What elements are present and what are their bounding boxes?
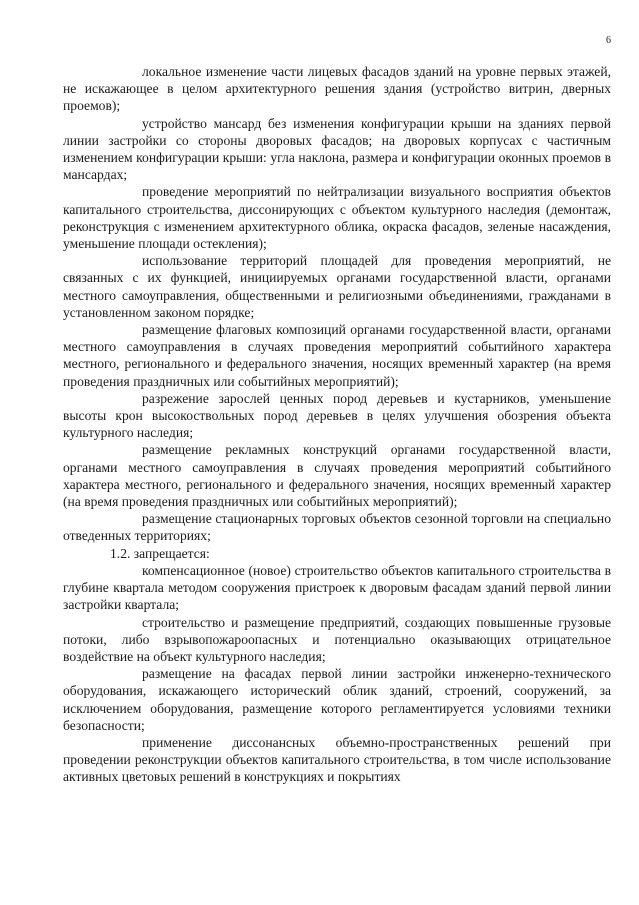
paragraph-square-use: использование территорий площадей для проведения мероприятий, не связанных с их функцией, инициируемых органами государственной власти, органами местного самоуправления, общественными и религиозными объединениями, гражданами в установленном законом порядке; xyxy=(63,253,611,320)
document-body xyxy=(63,63,611,786)
paragraph-neutralization: проведение мероприятий по нейтрализации визуального восприятия объектов капитального строительства, диссонирующих с объектом культурного наследия (демонтаж, реконструкция с изменением архитектурного облика, окраска фасадов, зеленые насаждения, уменьшение площади остекления); xyxy=(63,184,611,252)
paragraph-advertising: размещение рекламных конструкций органами государственной власти, органами местного самоуправления в случаях проведения мероприятий событийного характера местного, регионального и федерального значения, носящих временный характер (на время проведения праздничных или событийных мероприятий); xyxy=(63,442,611,510)
paragraph-enterprises: строительство и размещение предприятий, создающих повышенные грузовые потоки, либо взрывопожароопасных и потенциально оказывающих отрицательное воздействие на объект культурного наследия; xyxy=(63,614,611,664)
paragraph-seasonal-trade: размещение стационарных торговых объектов сезонной торговли на специально отведенных территориях; xyxy=(63,511,611,544)
paragraph-compensatory-construction: компенсационное (новое) строительство объектов капитального строительства в глубине квартала методом сооружения пристроек к дворовым фасадам зданий первой линии застройки квартала; xyxy=(63,562,611,613)
section-heading-prohibited: 1.2. запрещается: xyxy=(110,545,210,561)
page-number: 6 xyxy=(606,35,611,46)
paragraph-dissonant-solutions: применение диссонансных объемно-пространственных решений при проведении реконструкции объектов капитального строительства, в том числе использование активных цветовых решений в конструкциях и покрытиях xyxy=(63,734,611,785)
paragraph-engineering-equipment: размещение на фасадах первой линии застройки инженерно-технического оборудования, искажающего исторический облик зданий, строений, сооружений, за исключением оборудования, размещение которого регламентируется условиями техники безопасности; xyxy=(63,666,611,733)
paragraph-tree-thinning: разрежение зарослей ценных пород деревьев и кустарников, уменьшение высоты крон высокоствольных пород деревьев в целях улучшения обозрения объекта культурного наследия; xyxy=(63,390,611,441)
paragraph-facade-change: локальное изменение части лицевых фасадов зданий на уровне первых этажей, не искажающее в целом архитектурного решения здания (устройство витрин, дверных проемов); xyxy=(63,64,611,114)
paragraph-flag-compositions: размещение флаговых композиций органами государственной власти, органами местного самоуправления в случаях проведения мероприятий событийного характера местного, регионального и федерального значения, носящих временный характер (на время проведения праздничных или событийных мероприятий); xyxy=(63,322,611,389)
paragraph-mansard: устройство мансард без изменения конфигурации крыши на зданиях первой линии застройки со стороны дворовых фасадов; на дворовых корпусах с частичным изменением конфигурации крыши: угла наклона, размера и конфигурации оконных проемов в мансардах; xyxy=(63,115,611,183)
